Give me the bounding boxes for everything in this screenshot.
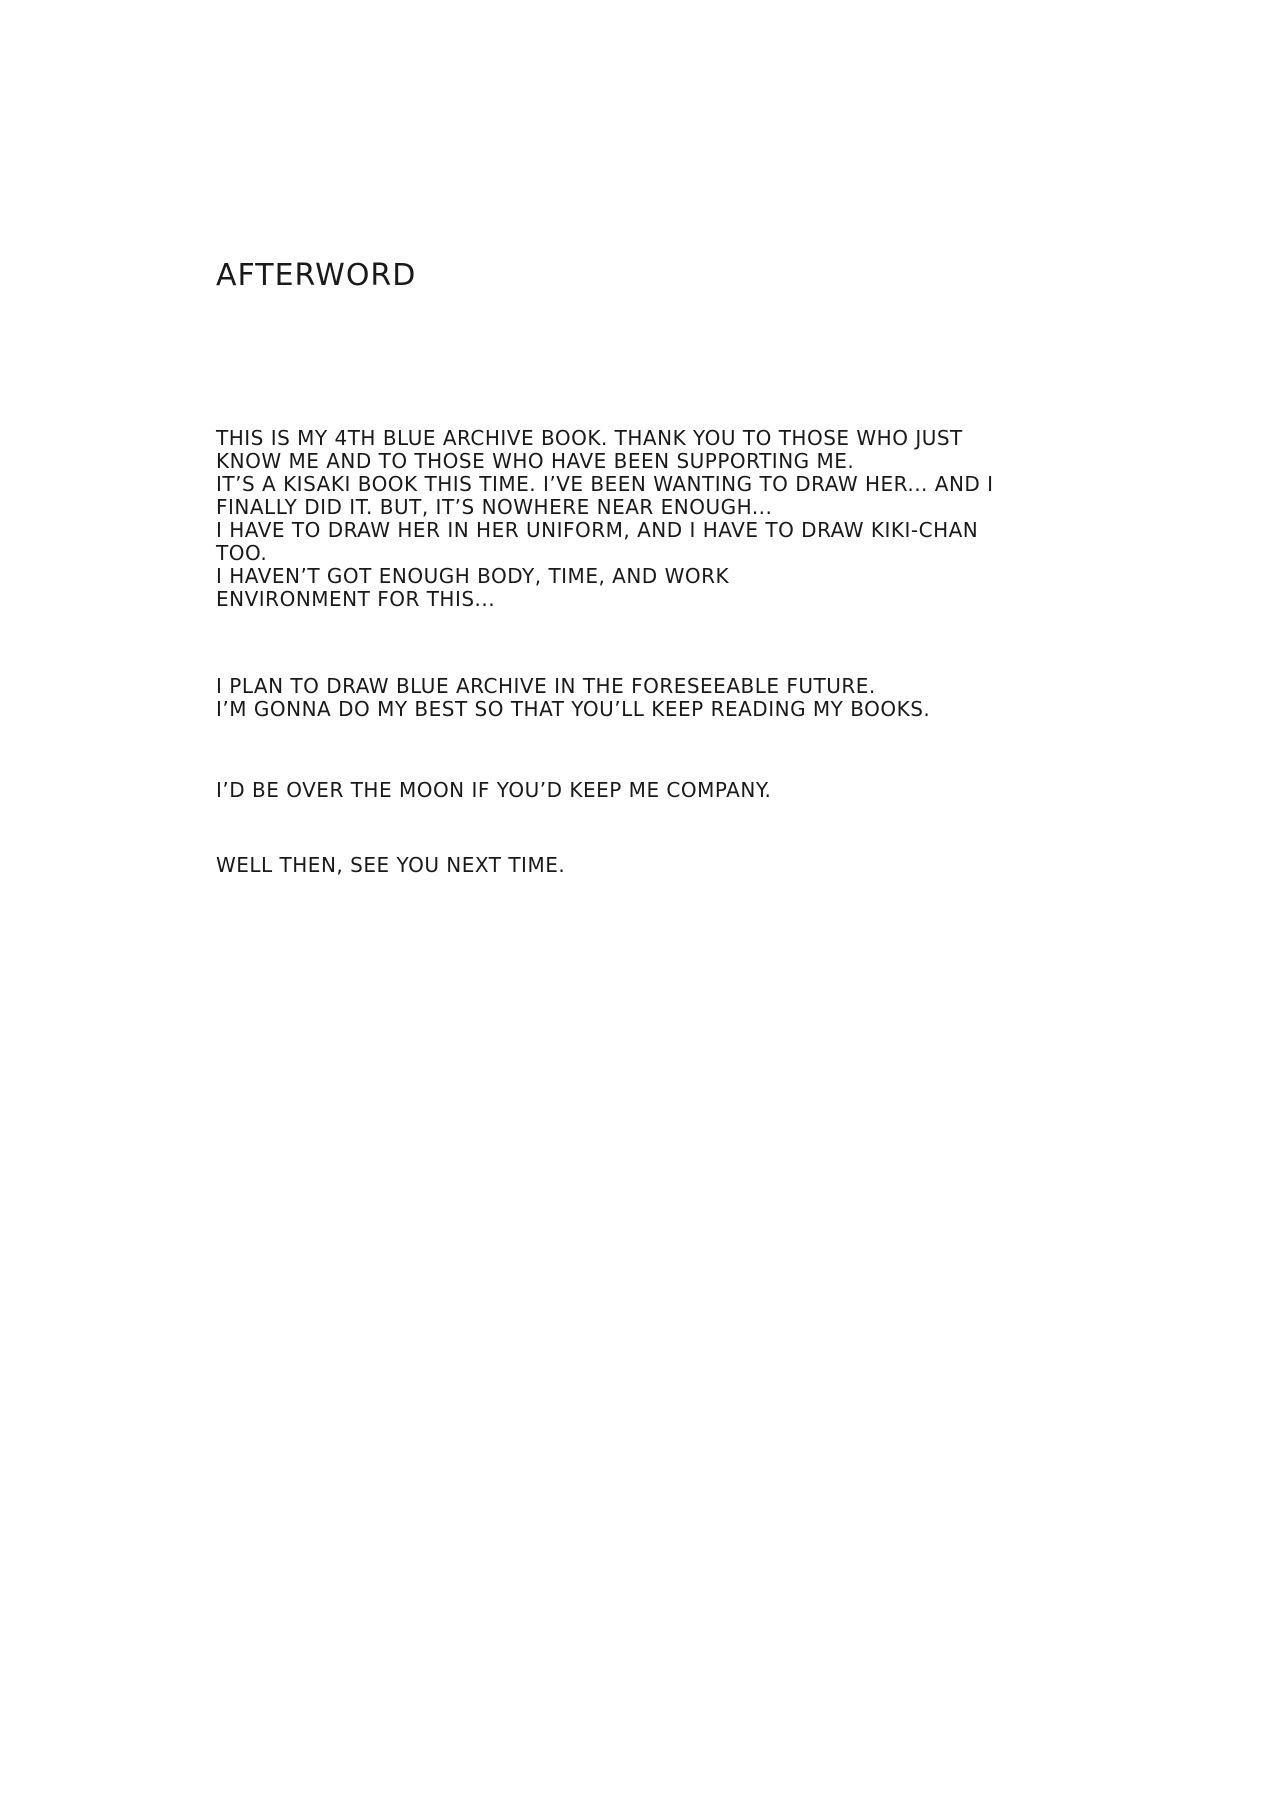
paragraph-thanks <box>216 427 994 611</box>
text-line: KNOW ME AND TO THOSE WHO HAVE BEEN SUPPORTING ME. <box>216 449 855 473</box>
text-line: I PLAN TO DRAW BLUE ARCHIVE IN THE FORESEEABLE FUTURE. <box>216 674 876 698</box>
text-line: THIS IS MY 4TH BLUE ARCHIVE BOOK. THANK YOU TO THOSE WHO JUST <box>216 426 963 450</box>
text-line: TOO. <box>216 541 268 565</box>
text-line: WELL THEN, SEE YOU NEXT TIME. <box>216 853 566 877</box>
paragraph-farewell <box>216 854 565 877</box>
page-title: AFTERWORD <box>216 258 417 293</box>
text-line: FINALLY DID IT. BUT, IT’S NOWHERE NEAR ENOUGH... <box>216 495 773 519</box>
paragraph-company <box>216 779 771 802</box>
text-line: ENVIRONMENT FOR THIS... <box>216 587 496 611</box>
text-line: I’M GONNA DO MY BEST SO THAT YOU’LL KEEP READING MY BOOKS. <box>216 697 931 721</box>
text-line: IT’S A KISAKI BOOK THIS TIME. I’VE BEEN WANTING TO DRAW HER... AND I <box>216 472 994 496</box>
text-line: I’D BE OVER THE MOON IF YOU’D KEEP ME COMPANY. <box>216 778 772 802</box>
text-line: I HAVEN’T GOT ENOUGH BODY, TIME, AND WORK <box>216 564 730 588</box>
paragraph-plans <box>216 675 930 721</box>
text-line: I HAVE TO DRAW HER IN HER UNIFORM, AND I HAVE TO DRAW KIKI-CHAN <box>216 518 979 542</box>
